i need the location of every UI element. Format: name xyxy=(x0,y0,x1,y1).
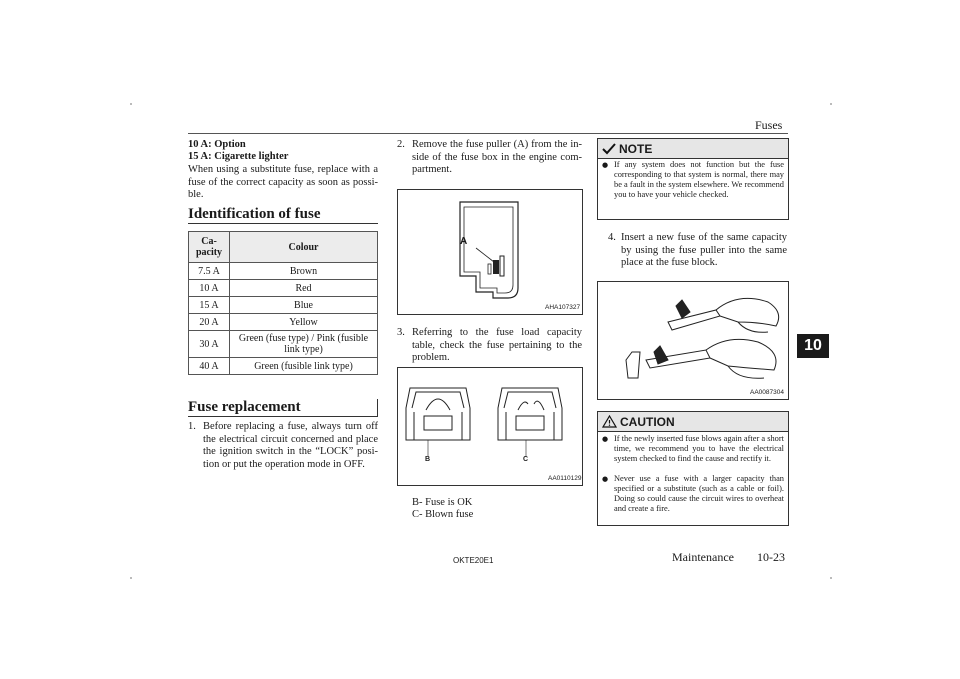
capacity-cell: 30 A xyxy=(189,331,230,358)
step-3-text: Referring to the fuse load capacity table, check the fuse pertaining to the problem. xyxy=(412,327,582,363)
crop-mark xyxy=(830,103,832,105)
step-number: 3. xyxy=(397,327,405,338)
caution-title: CAUTION xyxy=(620,414,675,429)
chapter-tab: 10 xyxy=(797,334,829,358)
fuse-line-10a: 10 A: Option xyxy=(188,139,246,150)
fuse-puller-figure xyxy=(397,189,583,315)
crop-mark xyxy=(830,577,832,579)
substitute-fuse-paragraph: When using a substitute fuse, replace with a fuse of the correct capacity as soon as possi-ble. xyxy=(188,164,378,200)
caution-text-2: Never use a fuse with a larger capacity than specified or a substitute (such as a cable or foil). Doing so could cause the circuit wires to overheat and create a fire. xyxy=(614,474,784,513)
table-row xyxy=(189,331,378,358)
caution-text-1: If the newly inserted fuse blows again after a short time, we recommend you to have the electrical system checked to find the cause and rectify it. xyxy=(614,434,784,463)
figure-id: AA0087304 xyxy=(750,389,784,396)
table-row xyxy=(189,358,378,375)
fuse-insert-figure xyxy=(597,281,789,400)
legend-fuse-ok: B- Fuse is OK xyxy=(412,497,473,508)
page-number: 10-23 xyxy=(757,550,785,564)
fuse-line-15a: 15 A: Cigarette lighter xyxy=(188,151,289,162)
document-code: OKTE20E1 xyxy=(453,556,494,565)
colour-cell: Green (fusible link type) xyxy=(230,358,378,375)
table-row xyxy=(189,297,378,314)
heading-rule xyxy=(188,223,378,224)
caution-box xyxy=(597,411,789,526)
note-header xyxy=(598,139,788,159)
fuse-condition-figure xyxy=(397,367,583,486)
colour-cell: Green (fuse type) / Pink (fusible link type) xyxy=(230,331,378,358)
hands-with-fuse-puller-illustration xyxy=(598,282,788,399)
fuse-ok-blown-illustration xyxy=(398,368,582,485)
table-row xyxy=(189,263,378,280)
table-header-capacity: Ca-pacity xyxy=(189,232,230,263)
note-title: NOTE xyxy=(619,141,653,156)
step-2-text: Remove the fuse puller (A) from the in-side of the fuse box in the engine com-partment. xyxy=(412,139,582,175)
caution-header xyxy=(598,412,788,432)
heading-rule-end xyxy=(377,399,378,417)
crop-mark xyxy=(130,577,132,579)
table-header-colour: Colour xyxy=(230,232,378,263)
figure-id: AHA107327 xyxy=(545,304,581,311)
capacity-cell: 40 A xyxy=(189,358,230,375)
note-box xyxy=(597,138,789,220)
step-number: 4. xyxy=(608,232,616,243)
heading-identification: Identification of fuse xyxy=(188,206,321,222)
step-4-text: Insert a new fuse of the same capacity by using the fuse puller into the same place at the fuse block. xyxy=(621,232,787,268)
step-number: 1. xyxy=(188,421,196,432)
blown-fuse-label: C xyxy=(523,456,529,463)
heading-rule xyxy=(188,416,378,417)
checkmark-icon xyxy=(602,143,616,155)
bullet-icon: ● xyxy=(602,475,609,483)
table-row xyxy=(189,314,378,331)
figure-id: AA0110129 xyxy=(548,475,582,482)
fuse-puller-label: A xyxy=(460,236,468,247)
fuse-colour-table xyxy=(188,231,378,375)
fuse-ok-label: B xyxy=(425,456,431,463)
step-number: 2. xyxy=(397,139,405,150)
table-row xyxy=(189,280,378,297)
warning-triangle-icon xyxy=(602,415,617,428)
heading-fuse-replacement: Fuse replacement xyxy=(188,399,301,415)
bullet-icon: ● xyxy=(602,435,609,443)
page-header-title: Fuses xyxy=(755,118,783,132)
header-rule xyxy=(188,133,788,134)
colour-cell: Red xyxy=(230,280,378,297)
fuse-box-illustration xyxy=(398,190,582,314)
footer-section: Maintenance xyxy=(672,550,734,564)
bullet-icon: ● xyxy=(602,161,609,169)
note-text: If any system does not function but the fuse corresponding to that system is normal, there may be a fault in the system elsewhere. We recommend you to have your vehicle checked. xyxy=(614,160,784,199)
colour-cell: Yellow xyxy=(230,314,378,331)
capacity-cell: 20 A xyxy=(189,314,230,331)
capacity-cell: 15 A xyxy=(189,297,230,314)
capacity-cell: 7.5 A xyxy=(189,263,230,280)
legend-blown-fuse: C- Blown fuse xyxy=(412,509,474,520)
colour-cell: Blue xyxy=(230,297,378,314)
colour-cell: Brown xyxy=(230,263,378,280)
capacity-cell: 10 A xyxy=(189,280,230,297)
step-1-text: Before replacing a fuse, always turn off the electrical circuit concerned and place the ignition switch in the “LOCK” posi-tion or put the operation mode in OFF. xyxy=(203,421,378,470)
crop-mark xyxy=(130,103,132,105)
